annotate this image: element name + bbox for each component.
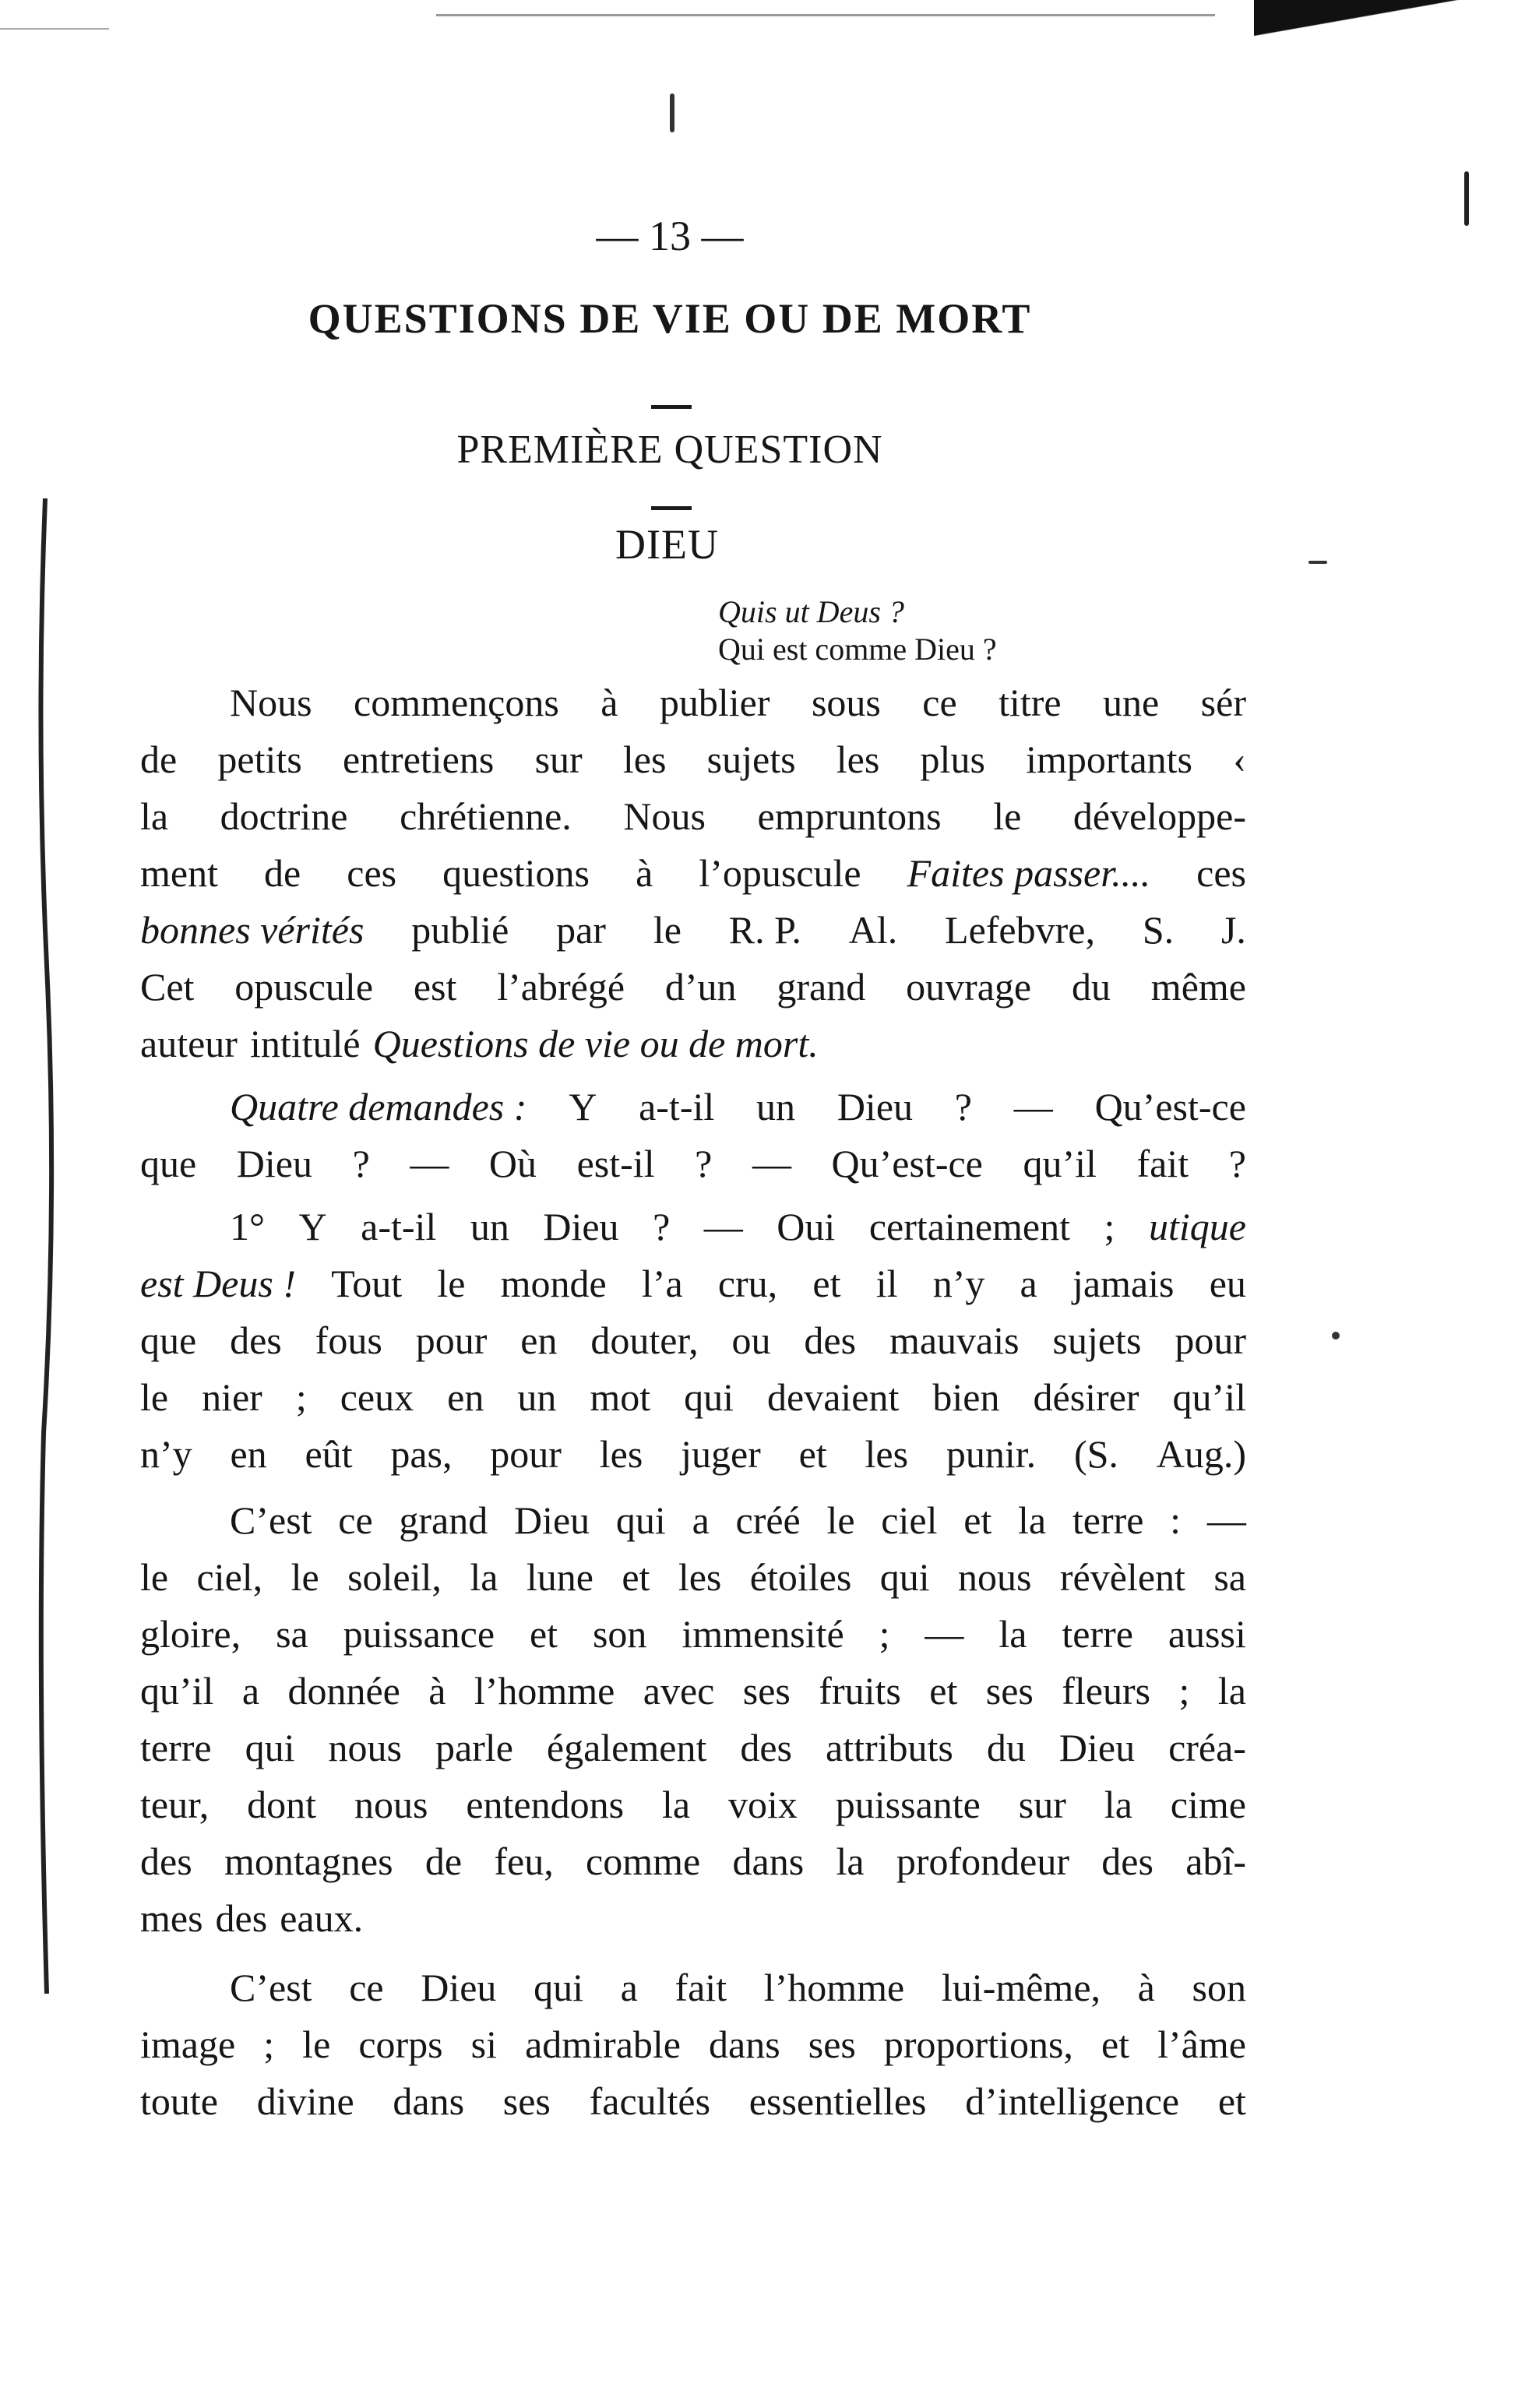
word: ciel [881,1498,938,1542]
word: en [230,1432,267,1476]
scan-top-rule-left [0,28,109,30]
word: de [424,1839,463,1883]
word: sur [1018,1783,1066,1826]
word: et [798,1432,827,1476]
word: qu’il [1172,1375,1246,1419]
word: ouvrage [906,965,1032,1009]
word: désirer [1033,1375,1139,1419]
word: R. P. [728,908,801,952]
word: douter, [590,1318,699,1362]
word: en [447,1375,484,1419]
title-rule [651,405,692,409]
word: son [592,1612,647,1656]
word: Y [569,1085,597,1128]
word: ? [954,1085,972,1128]
word: Dieu [236,1142,312,1185]
word: Quatre demandes : [230,1085,527,1128]
text-line [140,845,1246,902]
word: publié [411,908,509,952]
word: 1° [230,1205,265,1248]
word: également [546,1726,707,1769]
word: que [140,1142,197,1185]
word: ses [985,1669,1034,1713]
text-line [140,1135,1246,1192]
word: donnée [287,1669,400,1713]
word: à [428,1669,446,1713]
text-line [140,788,1246,845]
word: image [140,2023,236,2066]
word: et [963,1498,992,1542]
word: Nous [230,681,312,724]
word: comme [586,1839,701,1883]
word: proportions, [883,2023,1073,2066]
word: — [925,1612,964,1656]
word: nous [958,1555,1032,1599]
word: montagnes [224,1839,393,1883]
word: corps [358,2023,443,2066]
word: la [998,1612,1027,1656]
word: fait [1136,1142,1189,1185]
word: qui [615,1498,666,1542]
word: Où [488,1142,537,1185]
word: du [986,1726,1026,1769]
word: qui [879,1555,930,1599]
word: attributs [826,1726,953,1769]
word: qu’il [1023,1142,1097,1185]
word: des [215,1896,268,1940]
word: nous [354,1783,428,1826]
word: les [622,738,667,781]
word: la [836,1839,865,1883]
word: voix [727,1783,798,1826]
word: a [1020,1262,1037,1305]
word: ce [922,681,957,724]
word: Faites passer.... [907,851,1151,895]
word: pas, [390,1432,453,1476]
word: à [601,681,618,724]
word: Questions de vie ou de mort. [372,1022,819,1065]
word: des [1101,1839,1153,1883]
word: eu [1209,1262,1246,1305]
word: étoiles [749,1555,852,1599]
word: le [437,1262,466,1305]
word: sujets [706,738,796,781]
word: Tout [331,1262,403,1305]
paragraph [140,1199,1246,1483]
word: ceux [340,1375,414,1419]
word: et [1101,2023,1130,2066]
text-line [140,2073,1246,2130]
word: l’opuscule [699,851,861,895]
word: ces [347,851,397,895]
text-line [140,1833,1246,1890]
paragraph [140,1959,1246,2130]
word: qu’il [140,1669,214,1713]
word: est [413,965,457,1009]
word: terre [1062,1612,1133,1656]
word: sur [534,738,583,781]
word: sous [811,681,881,724]
word: puissance [343,1612,495,1656]
word: par [556,908,606,952]
word: révèlent [1059,1555,1185,1599]
word: auteur [140,1022,238,1065]
word: Dieu [1058,1726,1136,1769]
word: Dieu [513,1498,590,1542]
word: ment [140,851,218,895]
word: dans [709,2023,780,2066]
body-text [140,674,1246,2130]
text-line [140,1776,1246,1833]
scan-speck [1332,1332,1340,1340]
word: l’homme [474,1669,615,1713]
word: monde [500,1262,607,1305]
word: jamais [1072,1262,1175,1305]
word: à [636,851,653,895]
text-line [140,902,1246,959]
running-title: QUESTIONS DE VIE OU DE MORT [308,295,1032,342]
word: eaux. [280,1896,364,1940]
word: petits [217,738,302,781]
word: fait [674,1966,727,2009]
word: — [752,1142,791,1185]
word: la [661,1783,691,1826]
word: terre [140,1726,212,1769]
word: dans [393,2079,465,2123]
word: des [230,1318,282,1362]
word: de [264,851,301,895]
word: Dieu [421,1966,497,2009]
word: opuscule [234,965,374,1009]
word: a-t-il [639,1085,715,1128]
word: ses [742,1669,791,1713]
word: le [302,2023,331,2066]
word: qui [534,1966,583,2009]
word: qui [684,1375,734,1419]
word: mes [140,1896,203,1940]
word: juger [681,1432,761,1476]
word: C’est [230,1498,312,1542]
word: des [740,1726,792,1769]
word: un [517,1375,557,1419]
word: cime [1170,1783,1246,1826]
word: les [599,1432,643,1476]
text-line [140,1959,1246,2016]
word: fleurs [1062,1669,1151,1713]
word: importants [1026,738,1192,781]
word: ‹ [1233,738,1246,781]
word: créé [735,1498,801,1542]
word: soleil, [347,1555,442,1599]
word: est-il [576,1142,655,1185]
word: un [470,1205,509,1248]
word: ; [263,2023,275,2066]
word: d’un [664,965,737,1009]
scan-speck [1464,171,1469,226]
word: sér [1200,681,1246,724]
word: le [993,794,1022,838]
word: n’y [140,1432,192,1476]
word: l’a [641,1262,683,1305]
word: l’homme [763,1966,905,2009]
word: ; [1104,1205,1115,1248]
word: questions [442,851,590,895]
word: l’abrégé [497,965,625,1009]
subject-title: DIEU [615,521,719,568]
word: fous [315,1318,382,1362]
word: intitulé [249,1022,361,1065]
word: la [1018,1498,1047,1542]
word: publier [659,681,770,724]
word: sa [1213,1555,1246,1599]
word: une [1103,681,1160,724]
word: feu, [494,1839,554,1883]
word: chrétienne. [400,794,572,838]
text-line [140,1663,1246,1720]
word: a [620,1966,638,2009]
word: ses [808,2023,856,2066]
word: entendons [466,1783,625,1826]
word: ; [879,1612,890,1656]
word: — [703,1205,743,1248]
word: le [291,1555,319,1599]
word: abî- [1185,1839,1246,1883]
word: la [140,794,169,838]
text-line [140,1549,1246,1606]
word: créa- [1168,1726,1246,1769]
word: le [140,1555,169,1599]
word: J. [1220,908,1246,952]
word: ce [349,1966,384,2009]
word: Dieu [543,1205,619,1248]
word: du [1071,965,1111,1009]
word: bonnes vérités [140,908,365,952]
word: son [1192,1966,1246,2009]
word: dans [732,1839,805,1883]
word: facultés [589,2079,711,2123]
word: admirable [525,2023,681,2066]
word: doctrine [220,794,348,838]
scan-left-edge [30,498,59,1994]
word: teur, [140,1783,210,1826]
word: plus [920,738,985,781]
word: ces [1196,851,1246,895]
word: ? [352,1142,370,1185]
word: lune [526,1555,593,1599]
word: Qu’est-ce [1094,1085,1246,1128]
word: : [1170,1498,1182,1542]
text-line [140,1890,1246,1947]
word: eût [305,1432,353,1476]
word: ses [502,2079,551,2123]
word: sa [276,1612,308,1656]
text-line [140,1426,1246,1483]
text-line [140,1199,1246,1255]
word: ou [731,1318,771,1362]
word: ; [1178,1669,1190,1713]
scan-speck [670,93,674,132]
word: un [756,1085,796,1128]
word: est Deus ! [140,1262,296,1305]
word: immensité [682,1612,844,1656]
word: (S. [1073,1432,1118,1476]
word: qui [245,1726,295,1769]
word: développe- [1072,794,1246,838]
word: Al. [848,908,898,952]
text-line [140,674,1246,731]
word: pour [415,1318,488,1362]
word: Aug.) [1156,1432,1246,1476]
text-line [140,1492,1246,1549]
word: Qu’est-ce [831,1142,983,1185]
section-title: PREMIÈRE QUESTION [456,428,883,472]
word: parle [435,1726,513,1769]
word: — [1206,1498,1246,1542]
text-line [140,1606,1246,1663]
word: ? [653,1205,671,1248]
word: fruits [819,1669,901,1713]
word: et [812,1262,841,1305]
text-line [140,1079,1246,1135]
word: n’y [932,1262,985,1305]
word: ? [1228,1142,1246,1185]
word: toute [140,2079,218,2123]
word: pour [1175,1318,1246,1362]
word: le [140,1375,169,1419]
word: ? [695,1142,713,1185]
text-line [140,2016,1246,2073]
word: C’est [230,1966,312,2009]
scan-speck [1308,561,1327,564]
scan-top-rule [436,14,1215,16]
word: d’intelligence [965,2079,1180,2123]
word: terre [1072,1498,1144,1542]
word: ; [295,1375,307,1419]
word: et [929,1669,958,1713]
word: profondeur [896,1839,1069,1883]
word: sujets [1052,1318,1142,1362]
word: en [520,1318,558,1362]
text-line [140,1016,1246,1072]
word: à [1137,1966,1155,2009]
word: S. [1142,908,1175,952]
word: — [410,1142,449,1185]
word: grand [777,965,866,1009]
word: et [1217,2079,1246,2123]
word: entretiens [342,738,495,781]
word: a [692,1498,710,1542]
word: certainement [868,1205,1070,1248]
word: les [865,1432,909,1476]
paragraph [140,674,1246,1072]
word: des [804,1318,857,1362]
word: il [875,1262,898,1305]
word: et [529,1612,558,1656]
word: essentielles [748,2079,927,2123]
word: que [140,1318,197,1362]
word: la [1217,1669,1246,1713]
word: puissante [835,1783,981,1826]
word: Y [298,1205,327,1248]
word: Lefebvre, [945,908,1095,952]
word: grand [399,1498,488,1542]
word: divine [256,2079,354,2123]
word: si [470,2023,498,2066]
word: dont [247,1783,317,1826]
epigraph-french: Qui est comme Dieu ? [718,632,997,667]
epigraph-latin: Quis ut Deus ? [718,594,904,629]
word: aussi [1168,1612,1246,1656]
word: l’âme [1157,2023,1246,2066]
section-rule [651,506,692,510]
word: le [826,1498,855,1542]
word: des [140,1839,192,1883]
paragraph [140,1079,1246,1192]
word: les [836,738,880,781]
word: ce [338,1498,373,1542]
word: et [622,1555,650,1599]
text-line [140,1255,1246,1312]
word: de [140,738,178,781]
word: Dieu [836,1085,914,1128]
word: la [470,1555,498,1599]
word: le [653,908,682,952]
word: les [678,1555,722,1599]
word: — [1013,1085,1053,1128]
paragraph [140,1492,1246,1947]
word: pour [490,1432,562,1476]
word: nous [328,1726,402,1769]
word: la [1104,1783,1132,1826]
word: Cet [140,965,195,1009]
word: titre [998,681,1062,724]
word: ciel, [196,1555,263,1599]
word: Oui [777,1205,836,1248]
text-line [140,731,1246,788]
word: mauvais [889,1318,1020,1362]
word: même [1150,965,1246,1009]
word: lui-même, [941,1966,1101,2009]
word: a [241,1669,260,1713]
word: mot [590,1375,651,1419]
word: Nous [623,794,706,838]
text-line [140,1369,1246,1426]
word: bien [932,1375,1000,1419]
scan-corner-shadow [1254,0,1518,55]
page-number: — 13 — [596,213,744,259]
word: nier [202,1375,262,1419]
word: a-t-il [361,1205,437,1248]
word: empruntons [757,794,942,838]
word: gloire, [140,1612,241,1656]
text-line [140,959,1246,1016]
word: cru, [717,1262,778,1305]
text-line [140,1312,1246,1369]
word: utique [1148,1205,1246,1248]
word: punir. [946,1432,1037,1476]
word: avec [643,1669,715,1713]
word: devaient [767,1375,900,1419]
text-line [140,1720,1246,1776]
word: commençons [354,681,559,724]
